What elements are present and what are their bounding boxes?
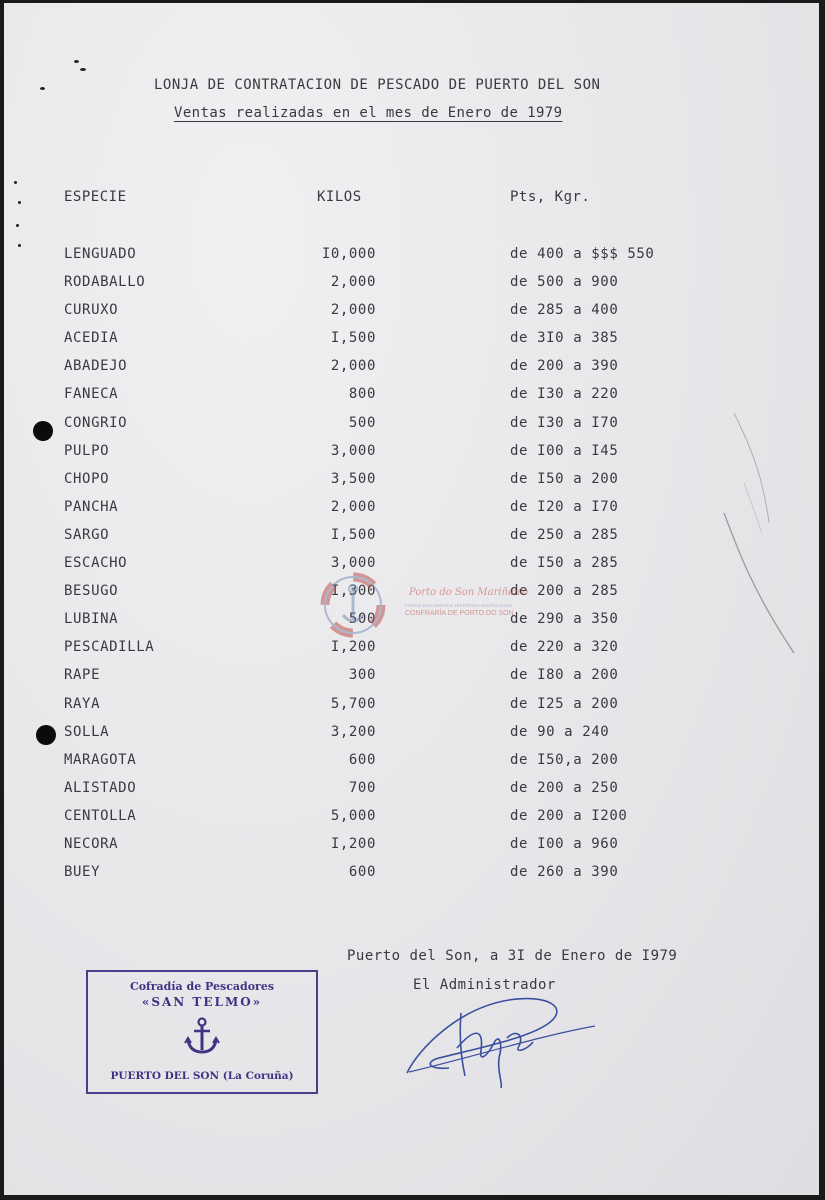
table-row xyxy=(4,808,819,836)
kilos-cell: I0,000 xyxy=(321,246,376,262)
species-cell: FANECA xyxy=(64,386,119,403)
price-cell: de 200 a 390 xyxy=(510,358,619,375)
species-cell: ABADEJO xyxy=(64,358,128,375)
species-cell: ALISTADO xyxy=(64,779,137,796)
place-and-date: Puerto del Son, a 3I de Enero de I979 xyxy=(347,948,678,964)
kilos-cell: 600 xyxy=(348,864,376,881)
table-row xyxy=(4,836,819,864)
table-row xyxy=(4,415,819,443)
table-row xyxy=(4,274,819,302)
kilos-cell: 3,500 xyxy=(330,470,376,487)
price-cell: de I50,a 200 xyxy=(510,751,619,768)
administrator-title: El Administrador xyxy=(413,977,556,993)
kilos-cell: I,300 xyxy=(330,583,376,600)
ink-speck xyxy=(18,201,21,204)
price-cell: de I50 a 200 xyxy=(510,470,619,487)
table-row xyxy=(4,696,819,724)
price-cell: de I80 a 200 xyxy=(510,667,619,684)
species-cell: CONGRIO xyxy=(64,414,128,431)
kilos-cell: 800 xyxy=(348,386,376,403)
table-row xyxy=(4,330,819,358)
price-cell: de I00 a I45 xyxy=(510,442,619,459)
kilos-cell: 3,000 xyxy=(330,555,376,572)
table-row xyxy=(4,667,819,695)
price-cell: de 400 a $$$ 550 xyxy=(510,246,655,262)
rubber-stamp xyxy=(86,970,318,1094)
table-row xyxy=(4,527,819,555)
species-cell: RAYA xyxy=(64,695,101,712)
ink-speck xyxy=(40,87,45,90)
species-cell: NECORA xyxy=(64,835,119,852)
table-row xyxy=(4,302,819,330)
ink-speck xyxy=(14,181,17,184)
species-cell: LUBINA xyxy=(64,611,119,628)
table-row xyxy=(4,724,819,752)
watermark-organization: CONFRARÍA DE PORTO DO SON xyxy=(405,610,514,617)
species-cell: MARAGOTA xyxy=(64,751,137,768)
stamp-line-3: PUERTO DEL SON (La Coruña) xyxy=(110,1070,294,1082)
species-cell: SARGO xyxy=(64,526,110,543)
species-cell: SOLLA xyxy=(64,723,110,740)
price-cell: de I25 a 200 xyxy=(510,695,619,712)
table-row xyxy=(4,471,819,499)
price-cell: de 500 a 900 xyxy=(510,274,619,291)
lifebuoy-logo-icon xyxy=(317,565,397,645)
table-row xyxy=(4,752,819,780)
price-cell: de 3I0 a 385 xyxy=(510,330,619,347)
stamp-line-2: «SAN TELMO» xyxy=(141,995,263,1009)
species-cell: RODABALLO xyxy=(64,274,146,291)
kilos-cell: I,500 xyxy=(330,526,376,543)
species-cell: ESCACHO xyxy=(64,555,128,572)
species-cell: RAPE xyxy=(64,667,101,684)
kilos-cell: I,200 xyxy=(330,835,376,852)
price-cell: de 290 a 350 xyxy=(510,611,619,628)
price-cell: de 250 a 285 xyxy=(510,526,619,543)
kilos-cell: 2,000 xyxy=(330,274,376,291)
species-cell: ACEDIA xyxy=(64,330,119,347)
price-cell: de 90 a 240 xyxy=(510,723,610,740)
document-subtitle: Ventas realizadas en el mes de Enero de 1979 xyxy=(174,105,563,121)
ink-speck xyxy=(74,60,79,63)
price-cell: de 260 a 390 xyxy=(510,864,619,881)
price-cell: de 220 a 320 xyxy=(510,639,619,656)
table-row xyxy=(4,864,819,892)
kilos-cell: 5,000 xyxy=(330,807,376,824)
price-cell: de I30 a I70 xyxy=(510,414,619,431)
table-row xyxy=(4,499,819,527)
species-cell: PANCHA xyxy=(64,498,119,515)
kilos-cell: I,200 xyxy=(330,639,376,656)
column-header-kilos: KILOS xyxy=(317,189,362,205)
column-header-price: Pts, Kgr. xyxy=(510,189,591,205)
species-cell: BESUGO xyxy=(64,583,119,600)
kilos-cell: 600 xyxy=(348,751,376,768)
price-cell: de 200 a 285 xyxy=(510,583,619,600)
species-cell: CURUXO xyxy=(64,302,119,319)
handwritten-signature xyxy=(399,988,599,1098)
kilos-cell: I,500 xyxy=(330,330,376,347)
table-row xyxy=(4,358,819,386)
price-cell: de I00 a 960 xyxy=(510,835,619,852)
species-cell: PESCADILLA xyxy=(64,639,155,656)
kilos-cell: 500 xyxy=(348,414,376,431)
price-cell: de I30 a 220 xyxy=(510,386,619,403)
kilos-cell: 300 xyxy=(348,667,376,684)
price-cell: de 200 a I200 xyxy=(510,807,628,824)
kilos-cell: 3,000 xyxy=(330,442,376,459)
document-page xyxy=(4,3,819,1195)
table-row xyxy=(4,443,819,471)
kilos-cell: 3,200 xyxy=(330,723,376,740)
ink-speck xyxy=(16,224,19,227)
stamp-line-1: Cofradía de Pescadores xyxy=(129,980,275,993)
table-row xyxy=(4,780,819,808)
species-cell: PULPO xyxy=(64,442,110,459)
anchor-icon xyxy=(184,1016,220,1056)
price-cell: de 285 a 400 xyxy=(510,302,619,319)
species-cell: LENGUADO xyxy=(64,246,137,262)
species-cell: CENTOLLA xyxy=(64,807,137,824)
watermark-brand: Porto do Son Mariñeiro xyxy=(409,587,528,598)
archive-watermark xyxy=(317,565,527,645)
species-cell: CHOPO xyxy=(64,470,110,487)
kilos-cell: 500 xyxy=(348,611,376,628)
table-row xyxy=(4,386,819,414)
species-cell: BUEY xyxy=(64,864,101,881)
kilos-cell: 2,000 xyxy=(330,498,376,515)
price-cell: de I20 a I70 xyxy=(510,498,619,515)
price-cell: de I50 a 285 xyxy=(510,555,619,572)
kilos-cell: 5,700 xyxy=(330,695,376,712)
document-title: LONJA DE CONTRATACION DE PESCADO DE PUERTO DEL SON xyxy=(154,77,601,93)
kilos-cell: 700 xyxy=(348,779,376,796)
column-header-species: ESPECIE xyxy=(64,189,127,205)
table-row xyxy=(4,246,819,274)
kilos-cell: 2,000 xyxy=(330,358,376,375)
price-cell: de 200 a 250 xyxy=(510,779,619,796)
kilos-cell: 2,000 xyxy=(330,302,376,319)
ink-speck xyxy=(80,68,86,71)
watermark-subtitle: FONDO DOCUMENTAL HISTÓRICO DIGITALIZADO xyxy=(405,603,512,608)
